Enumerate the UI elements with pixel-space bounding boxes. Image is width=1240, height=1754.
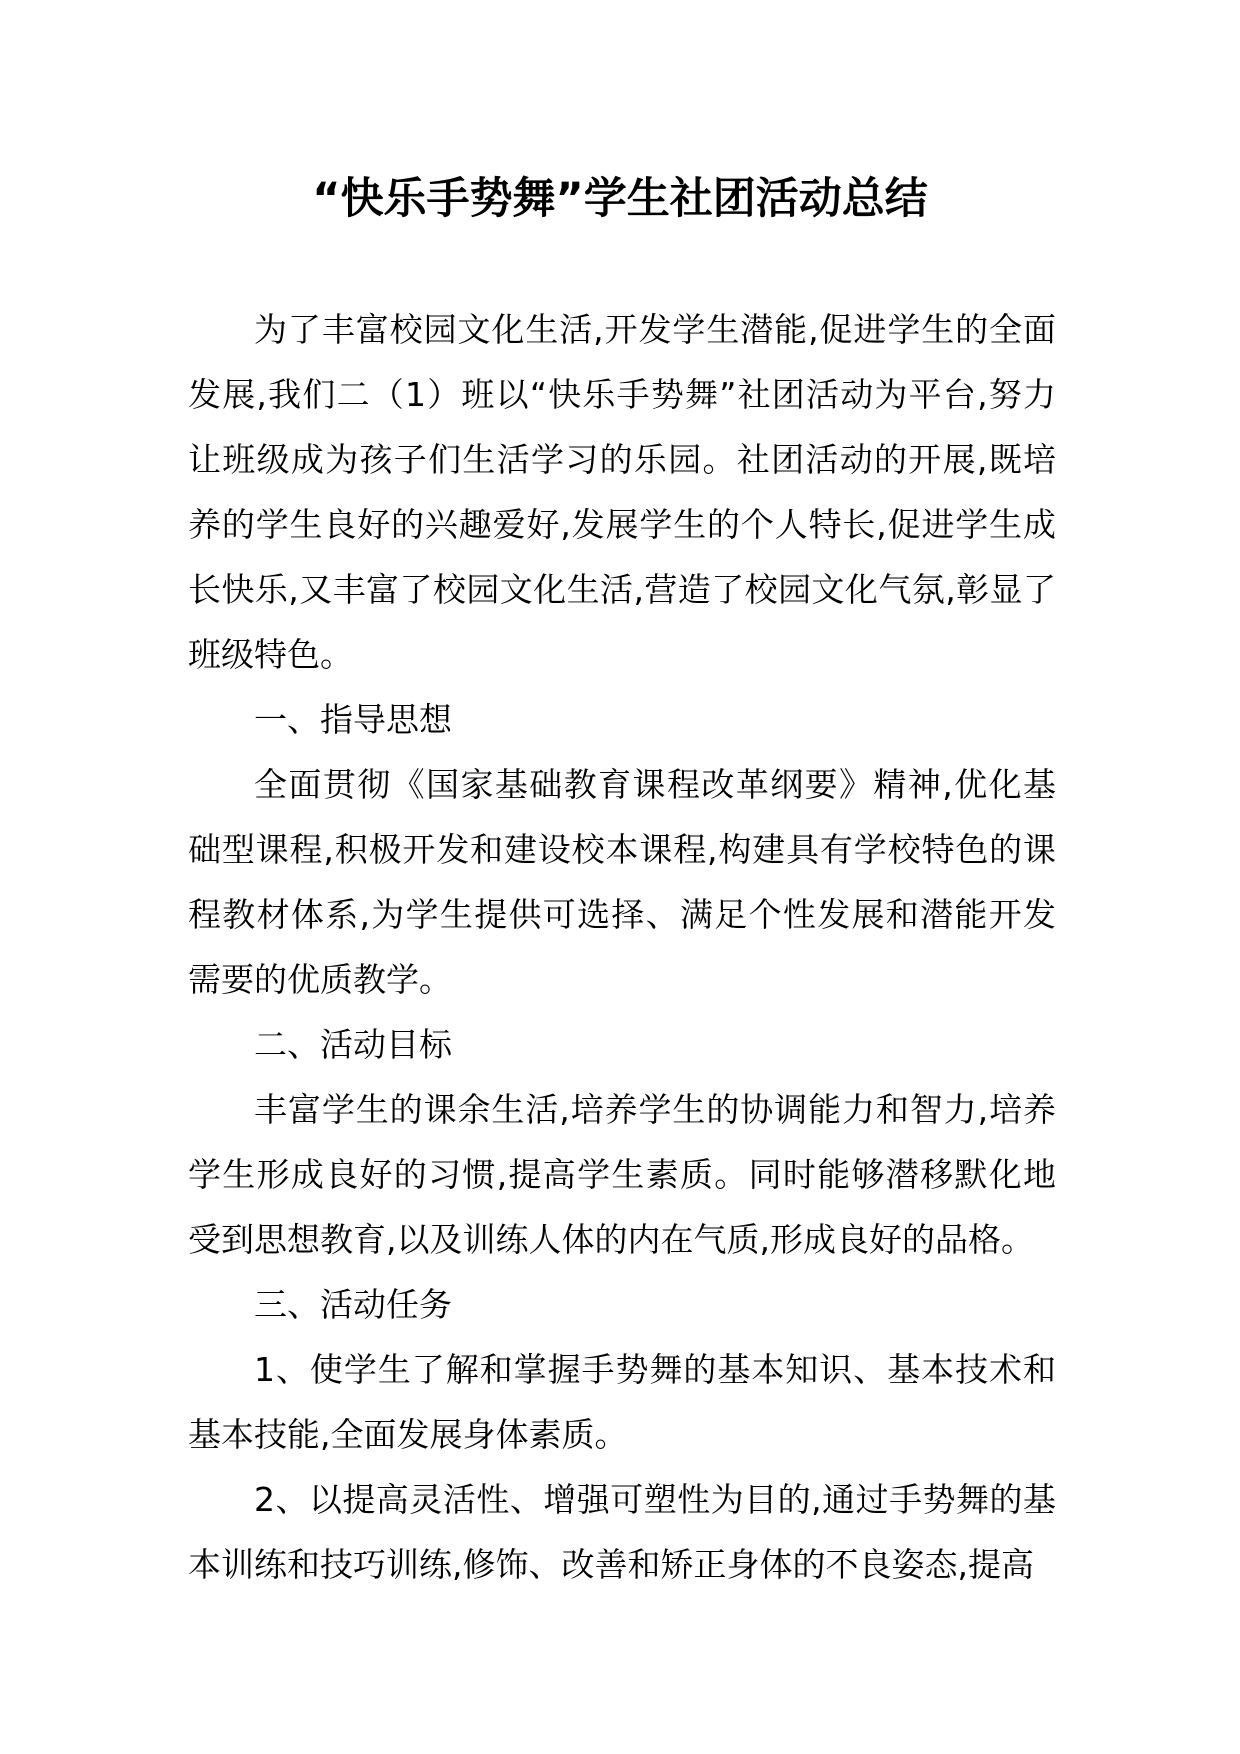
paragraph-task-1: 1、使学生了解和掌握手势舞的基本知识、基本技术和基本技能,全面发展身体素质。: [188, 1350, 1056, 1454]
paragraph-intro: 为了丰富校园文化生活,开发学生潜能,促进学生的全面发展,我们二（1）班以“快乐手势舞”社团活动为平台,努力让班级成为孩子们生活学习的乐园。社团活动的开展,既培养的学生良好的兴趣爱好,发展学生的个人特长,促进学生成长快乐,又丰富了校园文化生活,营造了校园文化气氛,彰显了班级特色。: [188, 310, 1056, 674]
paragraph-guiding-ideology: 全面贯彻《国家基础教育课程改革纲要》精神,优化基础型课程,积极开发和建设校本课程,构建具有学校特色的课程教材体系,为学生提供可选择、满足个性发展和潜能开发需要的优质教学。: [188, 765, 1056, 999]
document-title: “快乐手势舞”学生社团活动总结: [312, 174, 928, 224]
heading-guiding-ideology: 一、指导思想: [254, 700, 452, 739]
document-body: [188, 297, 1056, 1597]
paragraph-task-2: 2、以提高灵活性、增强可塑性为目的,通过手势舞的基本训练和技巧训练,修饰、改善和矫正身体的不良姿态,提高: [188, 1480, 1056, 1584]
heading-activity-tasks: 三、活动任务: [254, 1285, 452, 1324]
paragraph-activity-goals: 丰富学生的课余生活,培养学生的协调能力和智力,培养学生形成良好的习惯,提高学生素质。同时能够潜移默化地受到思想教育,以及训练人体的内在气质,形成良好的品格。: [188, 1090, 1056, 1259]
heading-activity-goals: 二、活动目标: [254, 1025, 452, 1064]
